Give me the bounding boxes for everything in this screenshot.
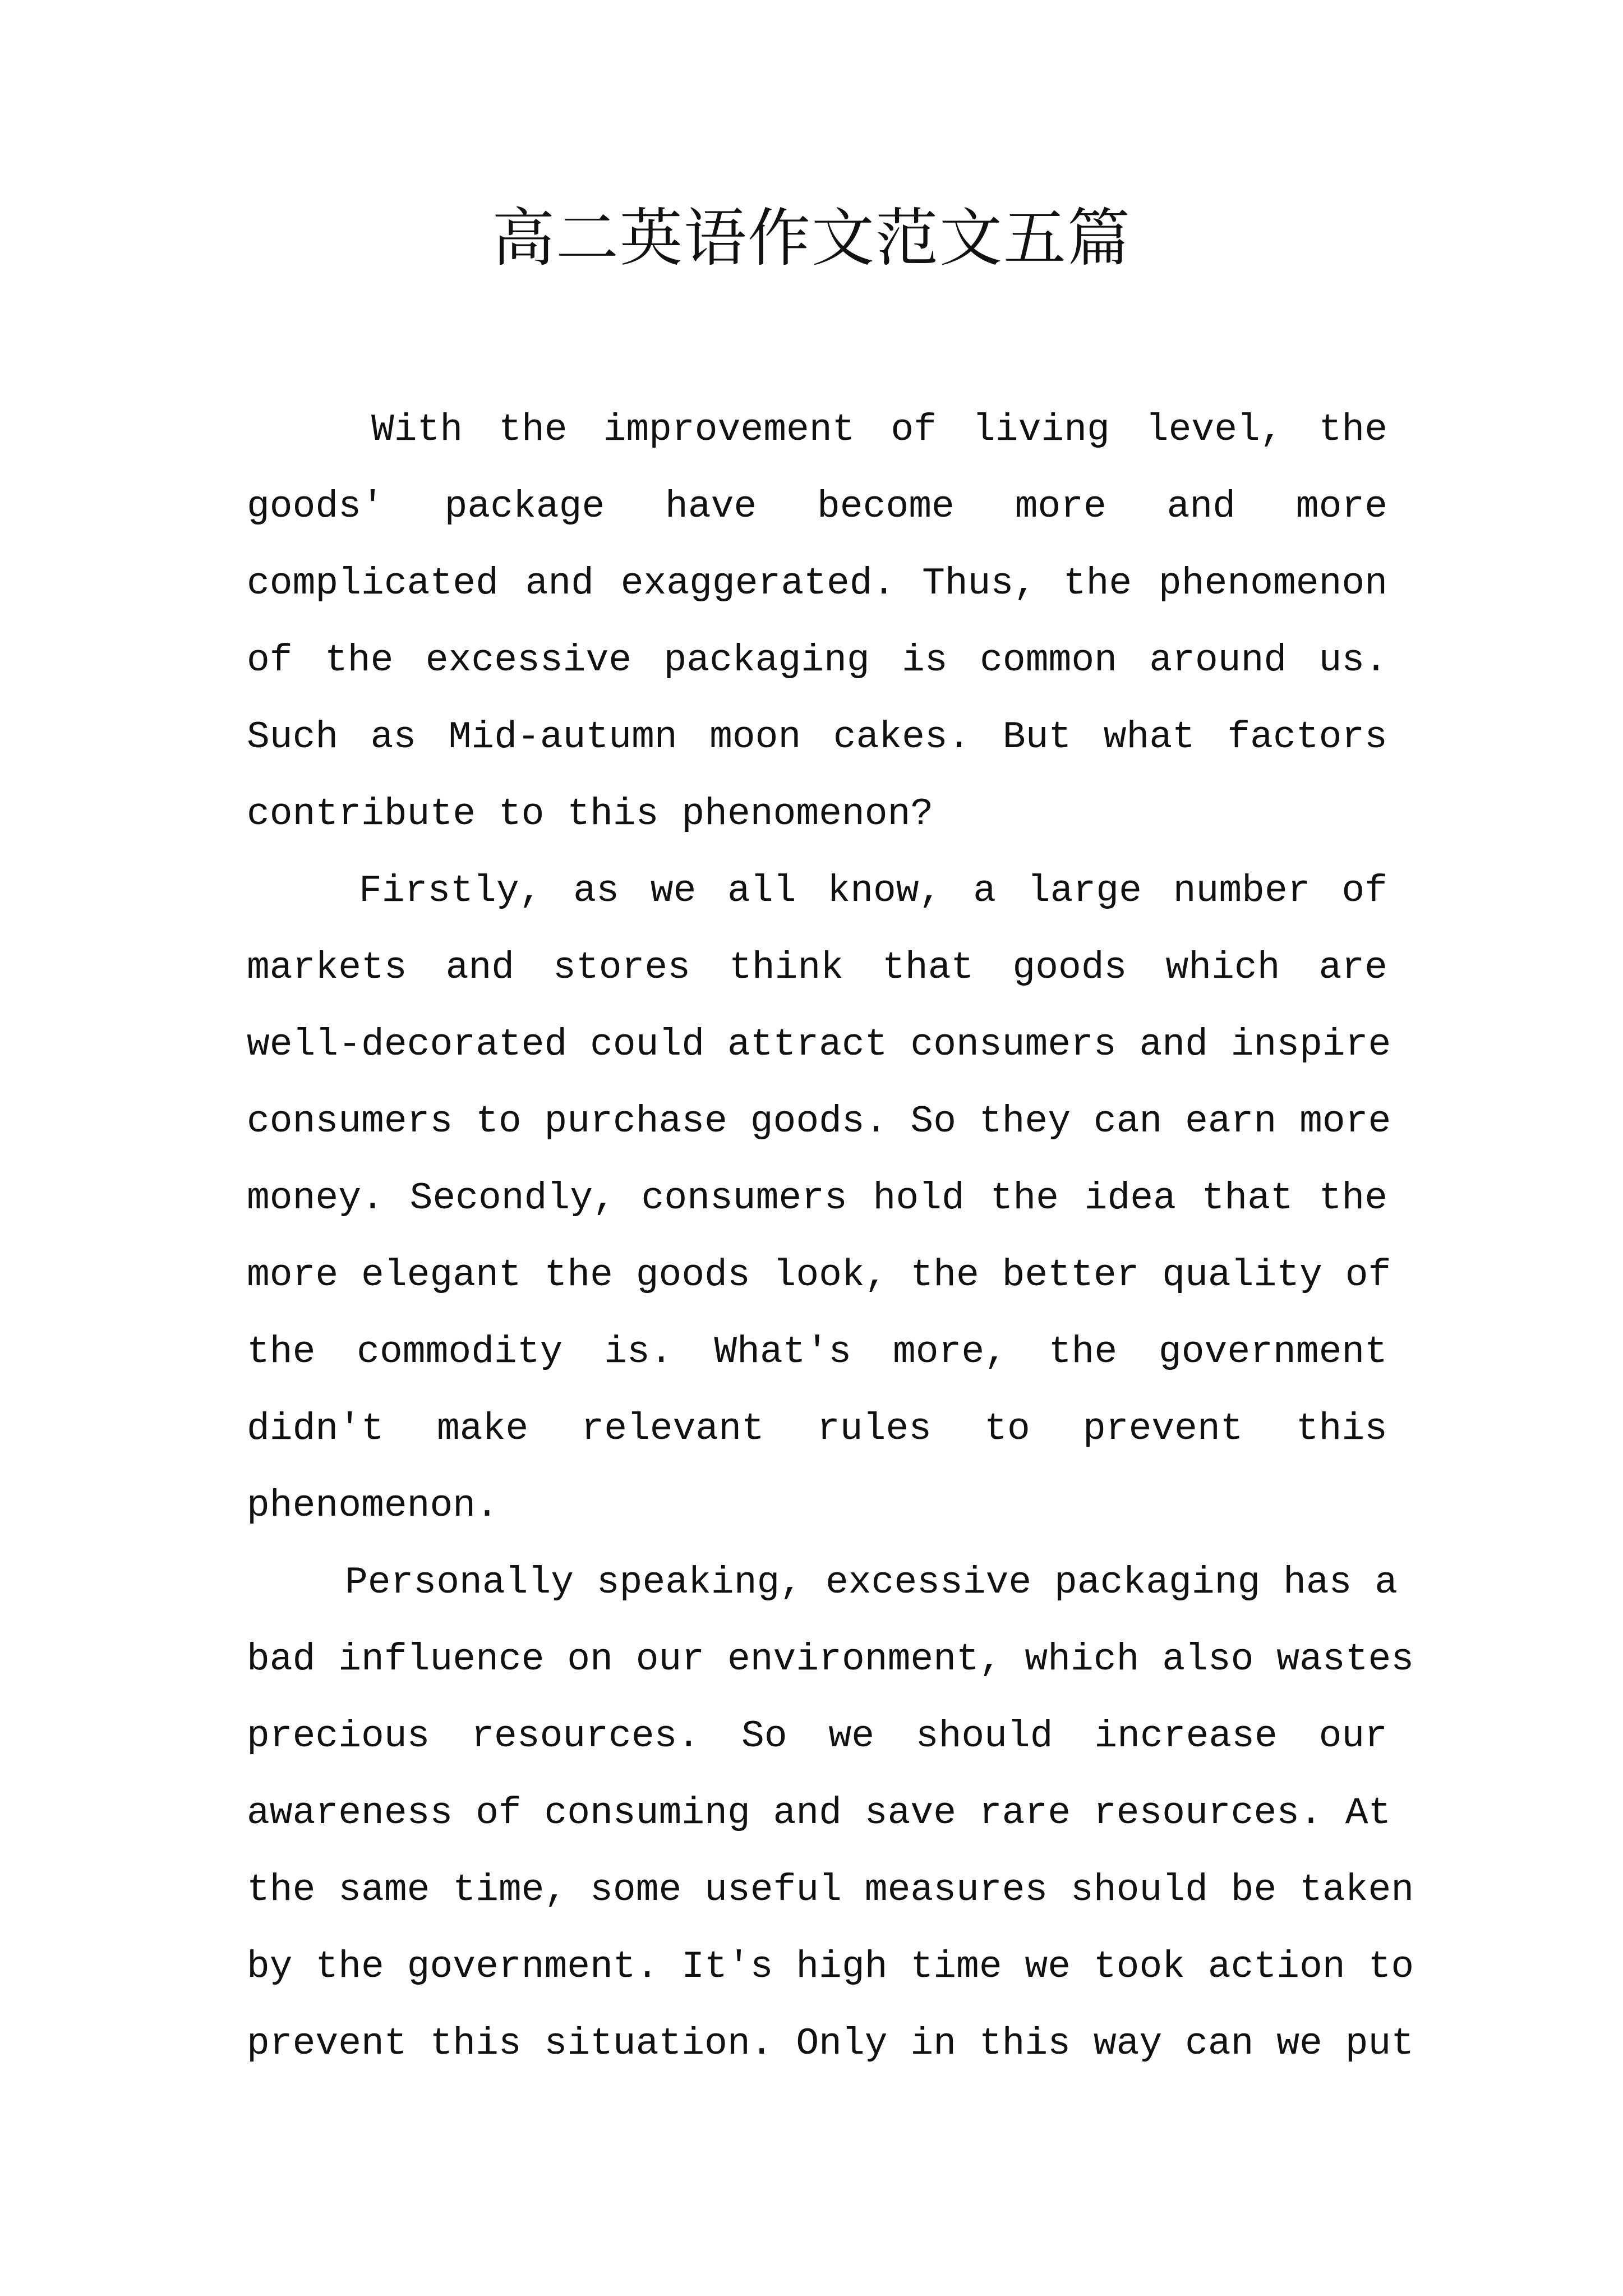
text-line: consumers to purchase goods. So they can earn more — [247, 1100, 1391, 1143]
text-line: Personally speaking, excessive packaging has a — [345, 1561, 1398, 1604]
text-line: didn't make relevant rules to prevent this — [247, 1407, 1387, 1451]
text-line: goods' package have become more and more — [247, 485, 1387, 528]
text-line: phenomenon. — [247, 1484, 499, 1527]
text-line: contribute to this phenomenon? — [247, 793, 934, 836]
text-line: prevent this situation. Only in this way can we put — [247, 2022, 1414, 2065]
text-line: money. Secondly, consumers hold the idea that the — [247, 1177, 1387, 1220]
text-line: markets and stores think that goods which are — [247, 946, 1387, 990]
text-line: bad influence on our environment, which also wastes — [247, 1638, 1414, 1681]
document-body — [247, 392, 1414, 2082]
text-line: awareness of consuming and save rare resources. At — [247, 1792, 1391, 1835]
text-line: Firstly, as we all know, a large number of — [359, 869, 1387, 913]
text-line: Such as Mid-autumn moon cakes. But what factors — [247, 716, 1387, 759]
document-title: 高二英语作文范文五篇 — [492, 202, 1131, 275]
text-line: well-decorated could attract consumers and inspire — [247, 1023, 1391, 1066]
text-line: the commodity is. What's more, the government — [247, 1331, 1387, 1374]
text-line: the same time, some useful measures should be taken — [247, 1869, 1414, 1912]
text-line: complicated and exaggerated. Thus, the phenomenon — [247, 562, 1387, 605]
text-line: by the government. It's high time we took action to — [247, 1945, 1414, 1989]
text-line: With the improvement of living level, the — [371, 408, 1387, 452]
text-line: more elegant the goods look, the better quality of — [247, 1254, 1391, 1297]
text-line: of the excessive packaging is common around us. — [247, 639, 1387, 682]
text-line: precious resources. So we should increase our — [247, 1715, 1387, 1758]
